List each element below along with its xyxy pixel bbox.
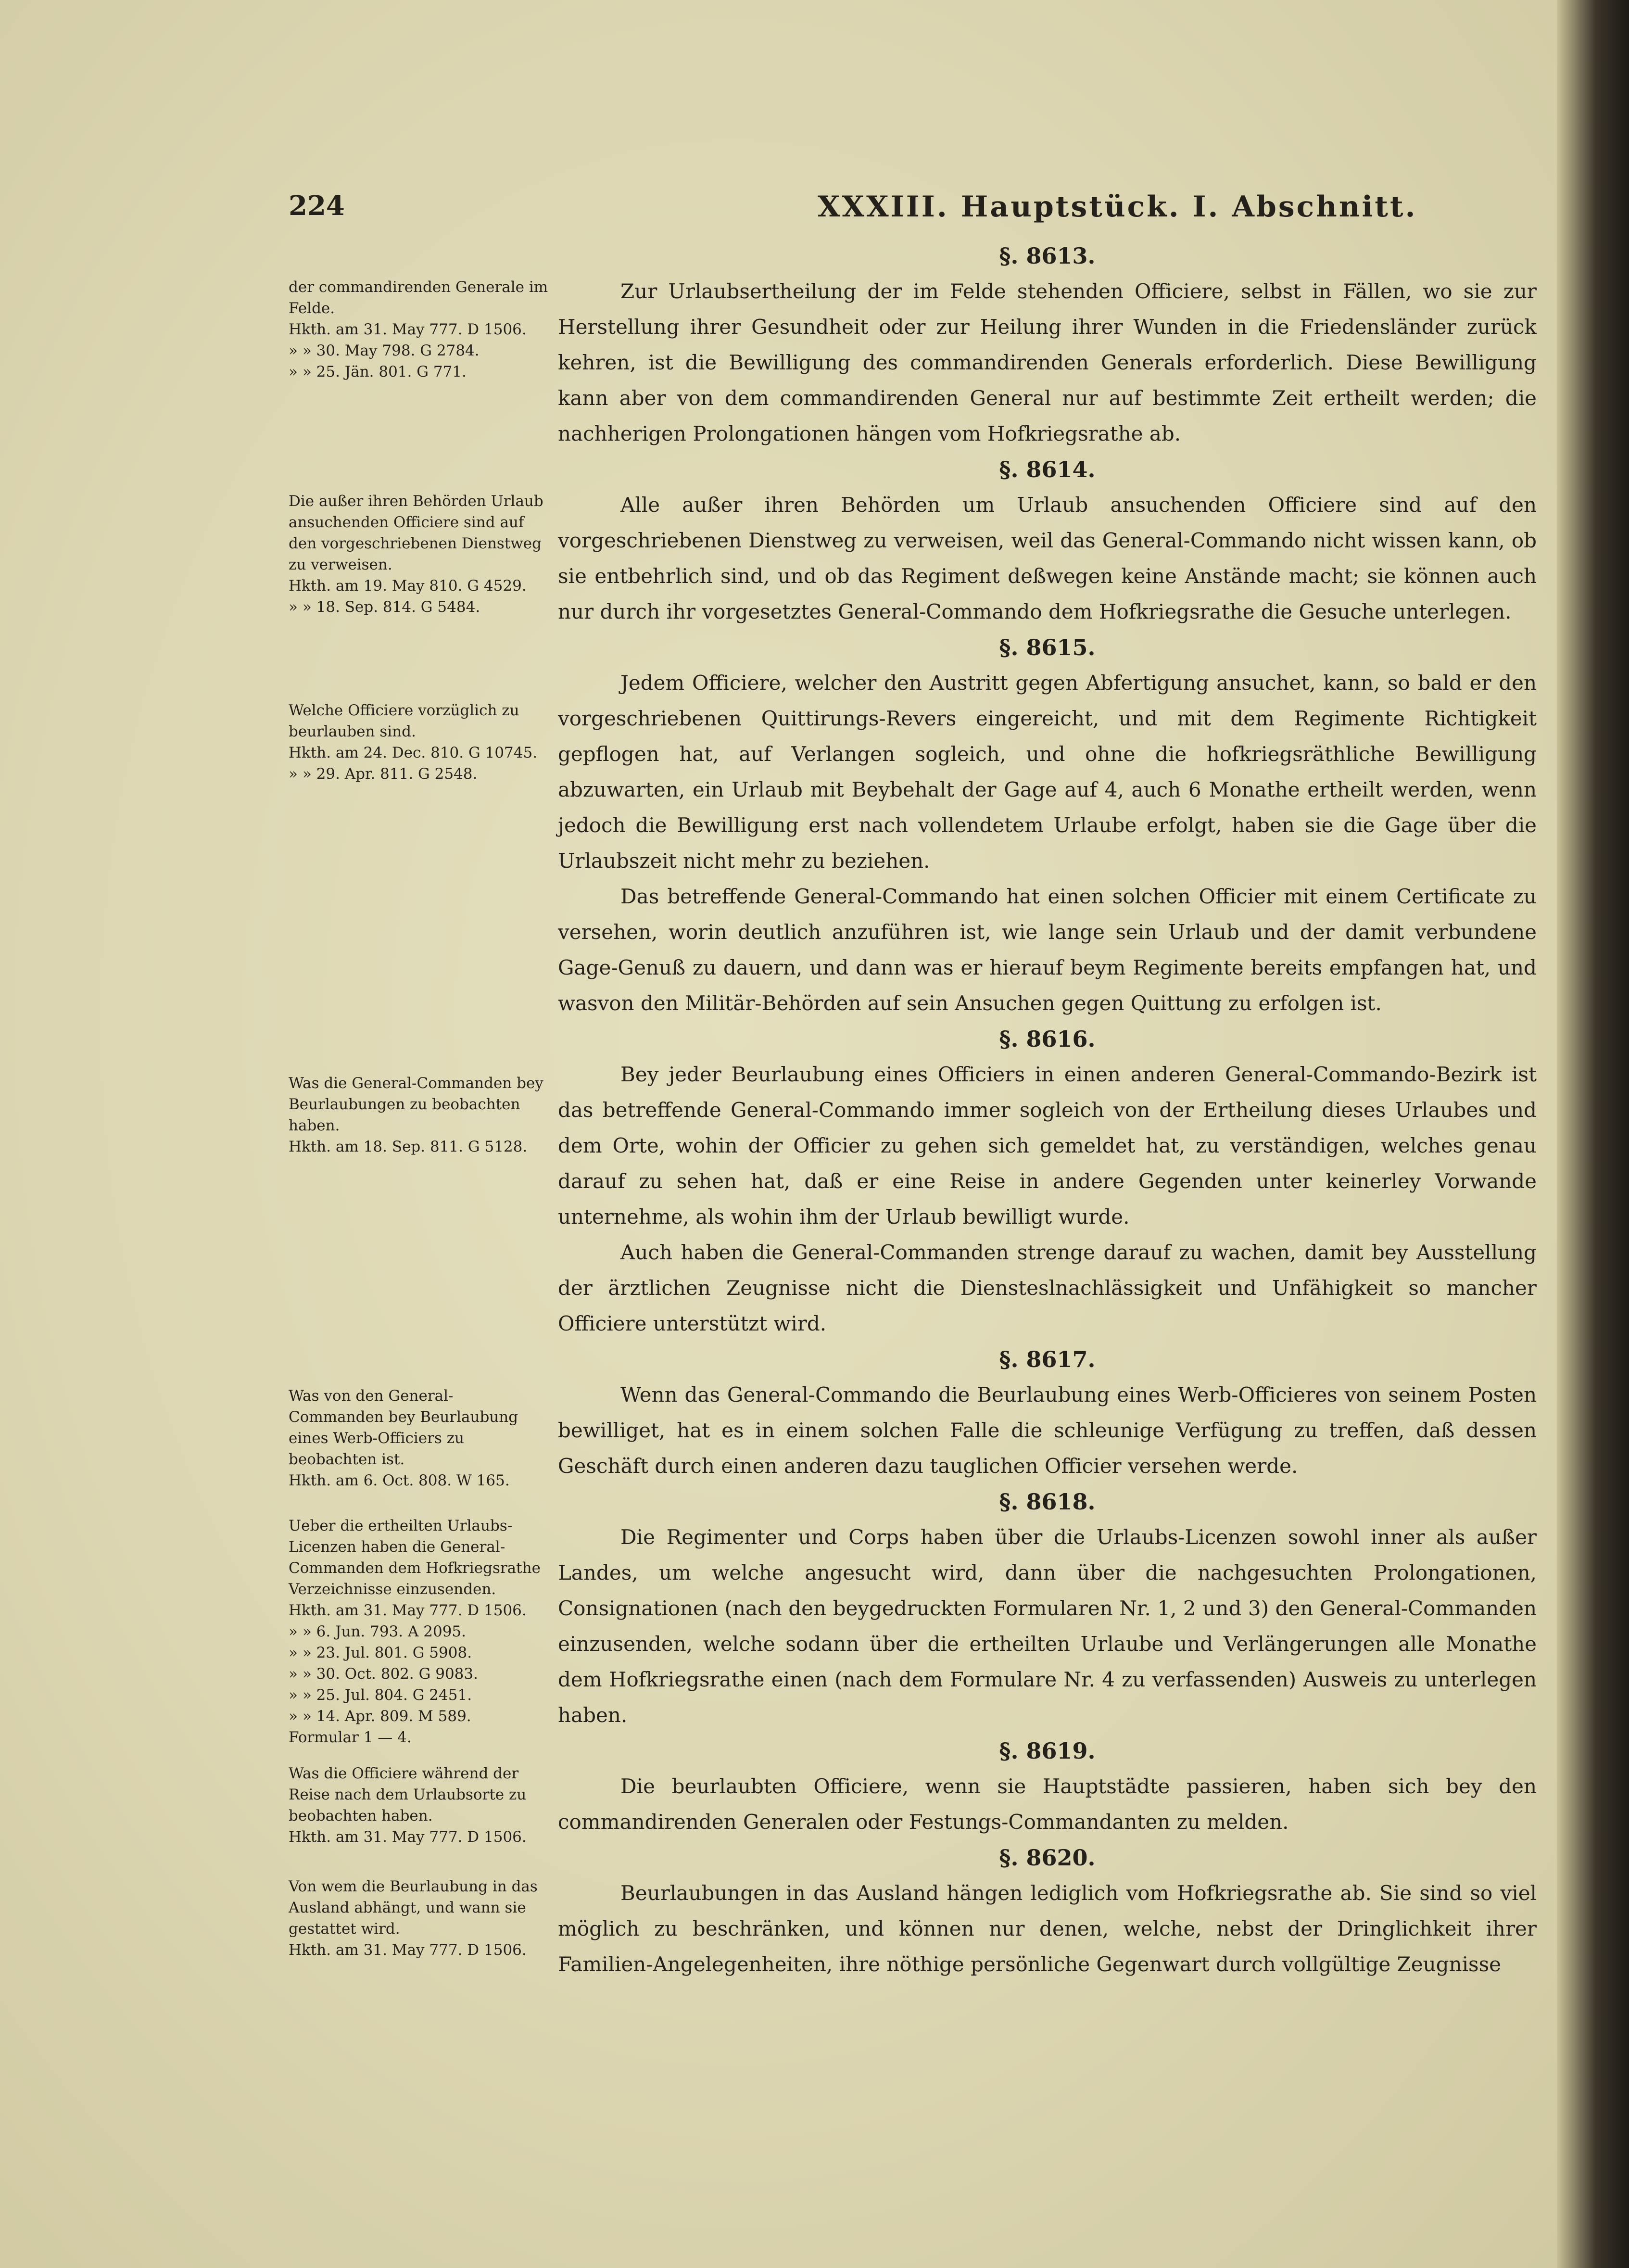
sidenote: Was die General-Commanden bey Beurlaubungen zu beobachten haben. Hkth. am 18. Sep. 811. G 5128. <box>289 1075 543 1155</box>
paragraph: Jedem Officiere, welcher den Austritt gegen Abfertigung ansuchet, kann, so bald er den vorgeschriebenen Quittirungs-Revers eingereicht, und mit dem Regimente Richtigkeit gepflogen hat, auf Verlangen sogleich, und ohne die hofkriegsräthliche Bewilligung abzuwarten, ein Urlaub mit Beybehalt der Gage auf 4, auch 6 Monathe ertheilt werden, wenn jedoch die Bewilligung erst nach vollendetem Urlaube erfolgt, haben sie die Gage über die Urlaubszeit nicht mehr zu beziehen. <box>558 671 1537 873</box>
section-heading: §. 8620. <box>999 1845 1096 1871</box>
paragraph: Alle außer ihren Behörden um Urlaub ansuchenden Officiere sind auf den vorgeschriebenen Dienstweg zu verweisen, weil das General-Commando nicht wissen kann, ob sie entbehrlich sind, und ob das Regiment deßwegen keine Anstände macht; sie können auch nur durch ihr vorgesetztes General-Commando dem Hofkriegsrathe die Gesuche unterlegen. <box>558 493 1537 623</box>
paragraph: Die beurlaubten Officiere, wenn sie Hauptstädte passieren, haben sich bey den commandirenden Generalen oder Festungs-Commandanten zu melden. <box>558 1774 1537 1834</box>
paragraph: Bey jeder Beurlaubung eines Officiers in einen anderen General-Commando-Bezirk ist das betreffende General-Commando immer sogleich von der Ertheilung dieses Urlaubes und dem Orte, wohin der Officier zu gehen sich gemeldet hat, zu verständigen, welches genau darauf zu sehen hat, daß er eine Reise in andere Gegenden unter keinerley Vorwande unternehme, als wohin ihm der Urlaub bewilligt wurde. <box>558 1063 1537 1229</box>
main-text <box>558 238 1537 1982</box>
paragraph: Wenn das General-Commando die Beurlaubung eines Werb-Officieres von seinem Posten bewilliget, hat es in einem solchen Falle die schleunige Verfügung zu treffen, daß dessen Geschäft durch einen anderen dazu tauglichen Officier versehen werde. <box>558 1383 1537 1478</box>
running-title: XXXIII. Hauptstück. I. Abschnitt. <box>818 190 1417 224</box>
section-heading: §. 8616. <box>999 1026 1096 1052</box>
paragraph: Zur Urlaubsertheilung der im Felde stehenden Officiere, selbst in Fällen, wo sie zur Herstellung ihrer Gesundheit oder zur Heilung ihrer Wunden in die Friedensländer zurück kehren, ist die Bewilligung des commandirenden Generals erforderlich. Diese Bewilligung kann aber von dem commandirenden General nur auf bestimmte Zeit ertheilt werden; die nachherigen Prolongationen hängen vom Hofkriegsrathe ab. <box>558 279 1537 445</box>
sidenote: Was von den General-Commanden bey Beurlaubung eines Werb-Officiers zu beobachten ist. Hkth. am 6. Oct. 808. W 165. <box>289 1387 518 1489</box>
section-heading: §. 8618. <box>999 1489 1096 1515</box>
sidenote: Welche Officiere vorzüglich zu beurlauben sind. Hkth. am 24. Dec. 810. G 10745. » » 29. Apr. 811. G 2548. <box>289 702 538 783</box>
page-header <box>289 190 1539 233</box>
paragraph: Das betreffende General-Commando hat einen solchen Officier mit einem Certificate zu versehen, worin deutlich anzuführen ist, wie lange sein Urlaub und der damit verbundene Gage-Genuß zu dauern, und dann was er hierauf beym Regimente bereits empfangen hat, und wasvon den Militär-Behörden auf sein Ansuchen gegen Quittung zu erfolgen ist. <box>558 885 1537 1015</box>
paragraph: Auch haben die General-Commanden strenge darauf zu wachen, damit bey Ausstellung der ärztlichen Zeugnisse nicht die Diensteslnachlässigkeit und Unfähigkeit so mancher Officiere unterstützt wird. <box>558 1241 1537 1335</box>
sidenote: Die außer ihren Behörden Urlaub ansuchenden Officiere sind auf den vorgeschriebenen Dienstweg zu verweisen. Hkth. am 19. May 810. G 4529. » » 18. Sep. 814. G 5484. <box>289 493 543 616</box>
sidenote: Ueber die ertheilten Urlaubs-Licenzen haben die General-Commanden dem Hofkriegsrathe Verzeichnisse einzusenden. Hkth. am 31. May 777. D 1506. » » 6. Jun. 793. A 2095. » » 23. Jul. 801. G 5908. » » 30. Oct. 802. G 9083. » » 25. Jul. 804. G 2451. » » 14. Apr. 809. M 589. Formular 1 — 4. <box>289 1517 541 1746</box>
paragraph: Die Regimenter und Corps haben über die Urlaubs-Licenzen sowohl inner als außer Landes, um welche angesucht wird, dann über die nachgesuchten Prolongationen, Consignationen (nach den beygedruckten Formularen Nr. 1, 2 und 3) den General-Commanden einzusenden, welche sodann über die ertheilten Urlaube und Verlängerungen alle Monathe dem Hofkriegsrathe einen (nach dem Formulare Nr. 4 zu verfassenden) Ausweis zu unterlegen haben. <box>558 1525 1537 1727</box>
section-heading: §. 8614. <box>999 456 1096 482</box>
section-heading: §. 8617. <box>999 1346 1096 1372</box>
sidenote: der commandirenden Generale im Felde. Hkth. am 31. May 777. D 1506. » » 30. May 798. G 2784. » » 25. Jän. 801. G 771. <box>289 279 548 380</box>
sidenote: Von wem die Beurlaubung in das Ausland abhängt, und wann sie gestattet wird. Hkth. am 31. May 777. D 1506. <box>289 1878 538 1959</box>
book-binding-edge <box>1557 0 1629 2268</box>
section-heading: §. 8619. <box>999 1738 1096 1764</box>
page-number: 224 <box>289 190 345 222</box>
section-heading: §. 8613. <box>999 243 1096 269</box>
sidenote: Was die Officiere während der Reise nach dem Urlaubsorte zu beobachten haben. Hkth. am 31. May 777. D 1506. <box>289 1765 527 1846</box>
section-heading: §. 8615. <box>999 634 1096 660</box>
paragraph: Beurlaubungen in das Ausland hängen lediglich vom Hofkriegsrathe ab. Sie sind so viel möglich zu beschränken, und können nur denen, welche, nebst der Dringlichkeit ihrer Familien-Angelegenheiten, ihre nöthige persönliche Gegenwart durch vollgültige Zeugnisse <box>558 1881 1537 1976</box>
